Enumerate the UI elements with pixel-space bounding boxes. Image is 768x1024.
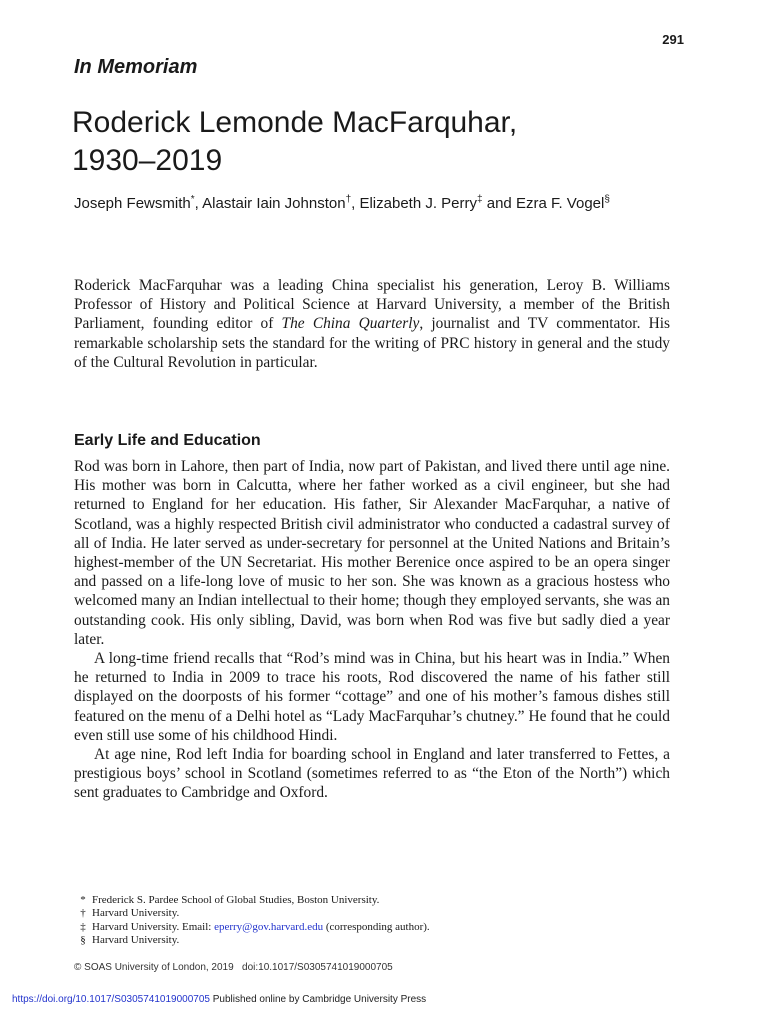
abstract — [74, 276, 670, 372]
abstract-text: Roderick MacFarquhar was a leading China specialist his generation, Leroy B. Williams Professor of History and Political Science at Harvard University, a member of the British Parliament, founding editor of — [74, 277, 670, 333]
footnote-text: Frederick S. Pardee School of Global Studies, Boston University. — [92, 894, 380, 906]
journal-title: The China Quarterly — [281, 315, 420, 333]
author-separator: , — [194, 195, 203, 212]
footnote-text-after: (corresponding author). — [323, 920, 430, 933]
section-label: In Memoriam — [74, 56, 198, 78]
section-heading: Early Life and Education — [74, 432, 261, 449]
author-name: Alastair Iain Johnston — [202, 195, 346, 212]
footnote-text: Harvard University. — [92, 907, 180, 920]
page-number: 291 — [662, 32, 684, 47]
author-name: Joseph Fewsmith — [74, 195, 191, 212]
paragraph: A long-time friend recalls that “Rod’s mind was in China, but his heart was in India.” When he returned to India in 2009 to trace his roots, Rod discovered the name of his father still displayed on the doorposts of his former “cottage” and one of his mother’s famous dishes still featured on the menu of a Delhi hotel as “Lady MacFarquhar’s chutney.” He found that he could even still use some of his childhood Hindi. — [74, 650, 670, 744]
footnote — [74, 921, 674, 934]
paragraph: Rod was born in Lahore, then part of India, now part of Pakistan, and lived there until age nine. His mother was born in Calcutta, where her father worked as a civil engineer, but she had returned to England for her education. His father, Sir Alexander MacFarquhar, a native of Scotland, was a highly respected British civil administrator who conducted a cadastral survey of all of India. He later served as under-secretary for personnel at the United Nations and Britain’s highest-member of the UN Secretariat. His mother Berenice once aspired to be an opera singer and passed on a life-long love of music to her son. She was known as a gracious hostess who welcomed many an Indian intellectual to their home; though they employed servants, she was an outstanding cook. His only sibling, David, was born when Rod was five but sadly died a year later. — [74, 458, 670, 648]
author-affiliation-mark: † — [345, 194, 352, 205]
doi-link[interactable]: https://doi.org/10.1017/S0305741019000705 — [12, 994, 210, 1005]
title-line-1: Roderick Lemonde MacFarquhar, — [72, 106, 518, 139]
author-affiliation-mark: ‡ — [477, 194, 483, 205]
copyright-line: © SOAS University of London, 2019 doi:10.1017/S0305741019000705 — [74, 962, 393, 973]
footnote — [74, 894, 674, 907]
footnote-text: Harvard University. — [92, 934, 180, 947]
author-affiliation-mark: § — [604, 194, 610, 205]
footnote-mark: * — [80, 894, 86, 906]
article-title — [72, 104, 692, 180]
author-separator: , — [351, 195, 360, 212]
footnote-text-before: Harvard University. Email: — [92, 920, 215, 933]
footnote-mark: § — [80, 934, 86, 947]
author-name: Elizabeth J. Perry — [359, 195, 478, 212]
publication-footer — [12, 994, 426, 1005]
author-list — [74, 194, 694, 212]
footnotes — [74, 894, 674, 948]
footnote — [74, 907, 674, 920]
email-link[interactable]: eperry@gov.harvard.edu — [214, 920, 324, 933]
author-name: Ezra F. Vogel — [515, 195, 605, 212]
published-note: Published online by Cambridge University Press — [209, 994, 427, 1005]
abstract-text: , journalist and TV commentator. His remarkable scholarship sets the standard for the writing of PRC history in general and the study of the Cultural Revolution in particular. — [74, 315, 670, 371]
footnote — [74, 934, 674, 947]
title-line-2: 1930–2019 — [72, 144, 223, 177]
article-body — [74, 457, 670, 803]
footnote-text — [92, 921, 430, 934]
footnote-mark: ‡ — [80, 920, 86, 933]
footnote-mark: † — [80, 907, 86, 920]
author-separator: and — [482, 195, 516, 212]
author-affiliation-mark: * — [190, 194, 195, 205]
paragraph: At age nine, Rod left India for boarding school in England and later transferred to Fettes, a prestigious boys’ school in Scotland (sometimes referred to as “the Eton of the North”) which sent graduates to Cambridge and Oxford. — [74, 746, 670, 802]
